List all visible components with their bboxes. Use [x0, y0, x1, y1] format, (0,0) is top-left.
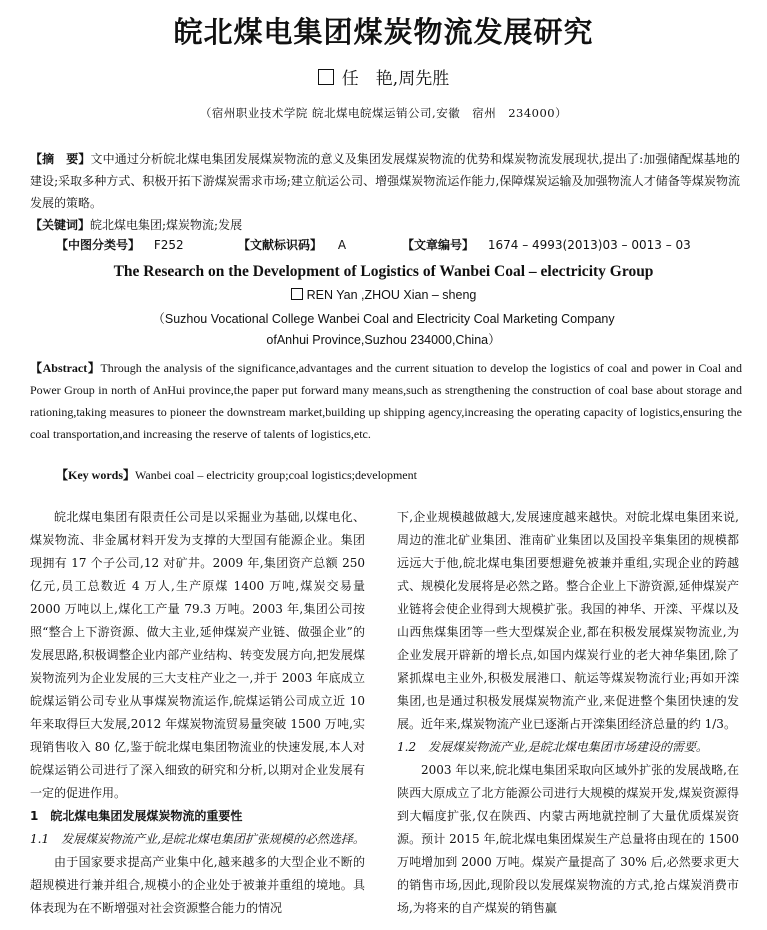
author-names: 任 艳,周先胜: [341, 69, 450, 89]
clc-value: F252: [153, 238, 184, 252]
keywords-cn-label: 【关键词】: [30, 218, 91, 232]
keywords-cn-text: 皖北煤电集团;煤炭物流;发展: [90, 218, 243, 232]
english-abstract: [30, 357, 742, 445]
subsection-heading: 1.1 发展煤炭物流产业,是皖北煤电集团扩张规模的必然选择。: [30, 832, 365, 846]
english-abstract-text: Through the analysis of the significance,advantages and the current situation to develop the logistics of coal and power in Coal and Power Group in north of AnHui province,the paper put forward many means,such as strengthening the construction of coal base about storage and rationing,taking measures to pioneer the downstream market,building up shipping agency,increasing the operating capacity of logistics,ensuring the coal transportation,and increasing the reserve of talents of logistics,etc.: [30, 361, 743, 441]
english-title: The Research on the Development of Logistics of Wanbei Coal – electricity Group: [113, 263, 654, 280]
english-author-line: [0, 288, 767, 302]
clc-field: [56, 236, 184, 253]
english-abstract-label: 【Abstract】: [30, 361, 101, 375]
body-column-left: [30, 506, 365, 920]
doc-code-label: 【文献标识码】: [238, 238, 323, 252]
section-heading: 1 皖北煤电集团发展煤炭物流的重要性: [30, 809, 243, 823]
english-author-marker-box-icon: [291, 288, 303, 300]
abstract-cn-label: 【摘 要】: [30, 152, 91, 166]
english-keywords: [56, 466, 746, 483]
paper-title: 皖北煤电集团煤炭物流发展研究: [173, 15, 594, 49]
body-paragraph: 下,企业规模越做越大,发展速度越来越快。对皖北煤电集团来说,周边的淮北矿业集团、淮南矿业集团以及国投辛集集团的规模都远远大于他,皖北煤电集团要想避免被兼并重组,实现企业的跨越式、规模化发展将是必然之路。整合企业上下游资源,延伸煤炭产业链将会使企业得到大规模扩张。我国的神华、开滦、平煤以及山西焦煤集团等一些大型煤炭企业,都在积极发展煤炭物流业,为企业发展开辟新的增长点,如国内煤炭行业的老大神华集团,除了紧抓煤电主业外,积极发展港口、航运等煤炭物流行业;再如开滦集团,也是通过积极发展煤炭物流产业,来促进整个集团快速的发展。近年来,煤炭物流产业已逐渐占开滦集团经济总量的约 1/3。: [397, 510, 739, 731]
subsection-heading: 1.2 发展煤炭物流产业,是皖北煤电集团市场建设的需要。: [397, 740, 708, 754]
english-affiliation: [0, 309, 767, 351]
author-line: [0, 64, 767, 89]
english-keywords-text: Wanbei coal – electricity group;coal logistics;development: [135, 468, 417, 482]
body-column-right: [397, 506, 739, 920]
article-number-field: [402, 236, 691, 253]
abstract-cn-text: 文中通过分析皖北煤电集团发展煤炭物流的意义及集团发展煤炭物流的优势和煤炭物流发展现状,提出了:加强储配煤基地的建设;采取多种方式、积极开拓下游煤炭需求市场;建立航运公司、增强煤炭物流运作能力,保障煤炭运输及加强物流人才储备等煤炭物流发展的策略。: [30, 152, 740, 210]
clc-label: 【中图分类号】: [56, 238, 141, 252]
body-paragraph: 皖北煤电集团有限责任公司是以采掘业为基础,以煤电化、煤炭物流、非金属材料开发为支撑的大型国有能源企业。集团现拥有 17 个子公司,12 对矿井。2009 年,集团资产总额 250 亿元,员工总数近 4 万人,生产原煤 1400 万吨,煤炭交易量 2000 万吨以上,煤化工产量 79.3 万吨。2003 年,集团公司按照“整合上下游资源、做大主业,延伸煤炭产业链、做强企业”的发展思路,积极调整企业内部产业结构、转变发展方向,把发展煤炭物流列为企业发展的三大支柱产业之一,并于 2003 年底成立皖煤运销公司专业从事煤炭物流运作,皖煤运销公司成立近 10 年来取得巨大发展,2012 年煤炭物流贸易量突破 1500 万吨,实现销售收入 80 亿,鉴于皖北煤电集团物流业的快速发展,本人对皖煤运销公司进行了深入细致的研究和分析,以期对企业发展有一定的促进作用。: [30, 510, 365, 800]
doc-code-value: A: [337, 238, 347, 252]
english-affiliation-line-1: （Suzhou Vocational College Wanbei Coal and Electricity Coal Marketing Company: [152, 312, 615, 326]
english-author-names: REN Yan ,ZHOU Xian – sheng: [306, 288, 477, 302]
author-marker-box-icon: [318, 69, 334, 85]
doc-code-field: [238, 236, 346, 253]
abstract-cn: [30, 148, 740, 236]
article-number-value: 1674 – 4993(2013)03 – 0013 – 03: [487, 238, 691, 252]
article-number-label: 【文章编号】: [402, 238, 475, 252]
affiliation: （宿州职业技术学院 皖北煤电皖煤运销公司,安徽 宿州 234000）: [199, 106, 568, 120]
english-affiliation-line-2: ofAnhui Province,Suzhou 234000,China）: [266, 333, 501, 347]
english-keywords-label: 【Key words】: [56, 468, 135, 482]
body-paragraph: 2003 年以来,皖北煤电集团采取向区域外扩张的发展战略,在陕西大原成立了北方能源公司进行大规模的煤炭开发,煤炭资源得到大幅度扩张,仅在陕西、内蒙古两地就控制了大量优质煤炭资源。预计 2015 年,皖北煤电集团煤炭生产总量将由现在的 1500 万吨增加到 2000 万吨。煤炭产量提高了 30% 后,必然要求更大的销售市场,因此,现阶段以发展煤炭物流的方式,抢占煤炭消费市场,为将来的自产煤炭的销售赢: [397, 763, 739, 915]
body-paragraph: 由于国家要求提高产业集中化,越来越多的大型企业不断的超规模进行兼并组合,规模小的企业处于被兼并重组的境地。具体表现为在不断增强对社会资源整合能力的情况: [30, 855, 365, 915]
